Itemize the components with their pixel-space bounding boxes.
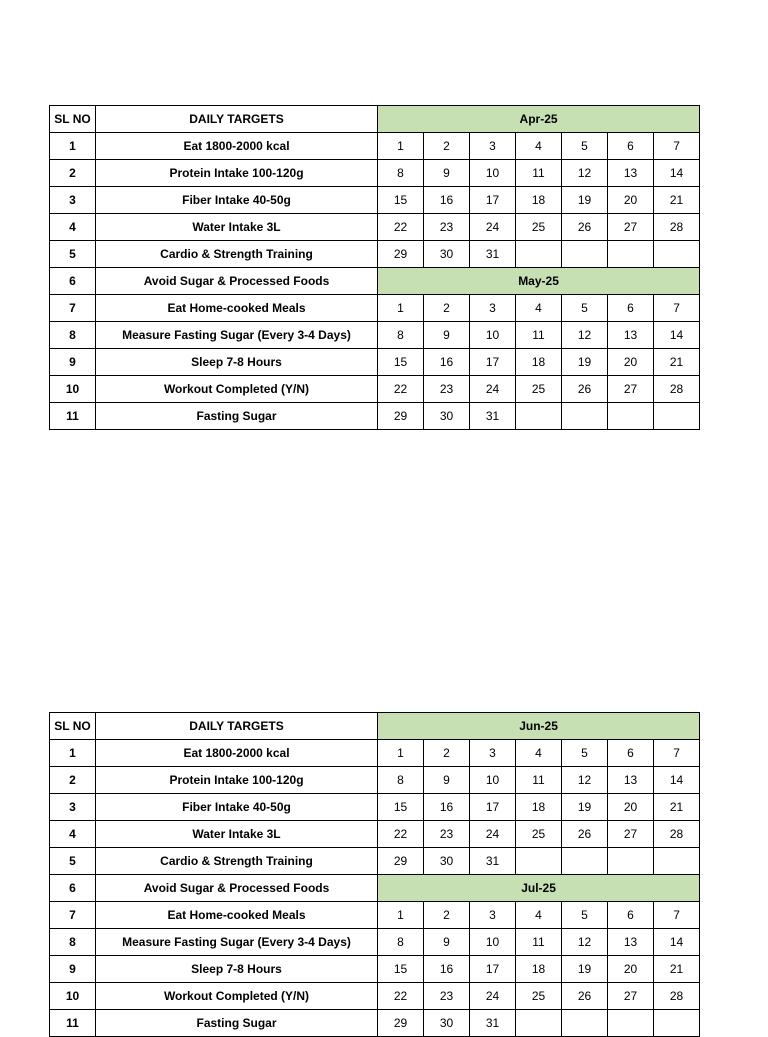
day-cell: 15 bbox=[378, 794, 424, 821]
sl-no-header: SL NO bbox=[50, 106, 96, 133]
day-cell bbox=[608, 403, 654, 430]
day-cell: 27 bbox=[608, 214, 654, 241]
day-cell: 20 bbox=[608, 794, 654, 821]
target-label: Measure Fasting Sugar (Every 3-4 Days) bbox=[96, 322, 378, 349]
day-cell: 29 bbox=[378, 403, 424, 430]
row-number: 4 bbox=[50, 821, 96, 848]
target-label: Sleep 7-8 Hours bbox=[96, 349, 378, 376]
target-label: Water Intake 3L bbox=[96, 214, 378, 241]
table-row bbox=[50, 875, 700, 902]
row-number: 1 bbox=[50, 740, 96, 767]
day-cell: 6 bbox=[608, 133, 654, 160]
day-cell: 30 bbox=[424, 848, 470, 875]
day-cell: 26 bbox=[562, 214, 608, 241]
month-header: Jul-25 bbox=[378, 875, 700, 902]
table-row bbox=[50, 322, 700, 349]
table-row bbox=[50, 1010, 700, 1037]
day-cell: 12 bbox=[562, 767, 608, 794]
day-cell: 5 bbox=[562, 902, 608, 929]
table-row bbox=[50, 349, 700, 376]
row-number: 11 bbox=[50, 1010, 96, 1037]
day-cell: 26 bbox=[562, 376, 608, 403]
day-cell: 19 bbox=[562, 349, 608, 376]
row-number: 6 bbox=[50, 875, 96, 902]
day-cell bbox=[562, 241, 608, 268]
target-label: Cardio & Strength Training bbox=[96, 241, 378, 268]
day-cell: 1 bbox=[378, 740, 424, 767]
day-cell: 12 bbox=[562, 322, 608, 349]
day-cell bbox=[562, 1010, 608, 1037]
day-cell: 21 bbox=[654, 187, 700, 214]
row-number: 1 bbox=[50, 133, 96, 160]
table-row bbox=[50, 268, 700, 295]
day-cell: 19 bbox=[562, 794, 608, 821]
day-cell: 9 bbox=[424, 322, 470, 349]
day-cell: 23 bbox=[424, 821, 470, 848]
day-cell: 8 bbox=[378, 160, 424, 187]
target-label: Eat Home-cooked Meals bbox=[96, 902, 378, 929]
day-cell bbox=[654, 1010, 700, 1037]
day-cell: 27 bbox=[608, 983, 654, 1010]
table-row bbox=[50, 794, 700, 821]
day-cell: 26 bbox=[562, 821, 608, 848]
target-label: Protein Intake 100-120g bbox=[96, 767, 378, 794]
day-cell: 3 bbox=[470, 740, 516, 767]
target-label: Fiber Intake 40-50g bbox=[96, 794, 378, 821]
day-cell: 9 bbox=[424, 767, 470, 794]
day-cell: 11 bbox=[516, 322, 562, 349]
day-cell: 8 bbox=[378, 767, 424, 794]
day-cell: 14 bbox=[654, 322, 700, 349]
day-cell: 13 bbox=[608, 929, 654, 956]
month-header: May-25 bbox=[378, 268, 700, 295]
day-cell: 10 bbox=[470, 767, 516, 794]
target-label: Cardio & Strength Training bbox=[96, 848, 378, 875]
row-number: 6 bbox=[50, 268, 96, 295]
target-label: Workout Completed (Y/N) bbox=[96, 376, 378, 403]
day-cell: 17 bbox=[470, 349, 516, 376]
row-number: 7 bbox=[50, 902, 96, 929]
day-cell: 12 bbox=[562, 160, 608, 187]
target-label: Water Intake 3L bbox=[96, 821, 378, 848]
day-cell: 30 bbox=[424, 241, 470, 268]
day-cell: 22 bbox=[378, 821, 424, 848]
row-number: 9 bbox=[50, 349, 96, 376]
table-row bbox=[50, 848, 700, 875]
day-cell: 15 bbox=[378, 187, 424, 214]
day-cell: 7 bbox=[654, 295, 700, 322]
day-cell: 2 bbox=[424, 902, 470, 929]
day-cell bbox=[608, 848, 654, 875]
day-cell: 10 bbox=[470, 160, 516, 187]
day-cell: 21 bbox=[654, 956, 700, 983]
row-number: 11 bbox=[50, 403, 96, 430]
day-cell: 16 bbox=[424, 956, 470, 983]
day-cell: 10 bbox=[470, 322, 516, 349]
table-row bbox=[50, 767, 700, 794]
target-label: Eat Home-cooked Meals bbox=[96, 295, 378, 322]
day-cell: 27 bbox=[608, 376, 654, 403]
row-number: 2 bbox=[50, 160, 96, 187]
target-label: Eat 1800-2000 kcal bbox=[96, 133, 378, 160]
day-cell: 29 bbox=[378, 848, 424, 875]
table-row bbox=[50, 403, 700, 430]
row-number: 4 bbox=[50, 214, 96, 241]
day-cell: 28 bbox=[654, 983, 700, 1010]
day-cell: 17 bbox=[470, 794, 516, 821]
row-number: 3 bbox=[50, 187, 96, 214]
table-row bbox=[50, 214, 700, 241]
day-cell: 8 bbox=[378, 322, 424, 349]
day-cell: 2 bbox=[424, 740, 470, 767]
day-cell: 5 bbox=[562, 740, 608, 767]
day-cell: 14 bbox=[654, 160, 700, 187]
day-cell: 7 bbox=[654, 133, 700, 160]
day-cell: 12 bbox=[562, 929, 608, 956]
table-row bbox=[50, 160, 700, 187]
day-cell: 1 bbox=[378, 295, 424, 322]
table-row bbox=[50, 187, 700, 214]
row-number: 5 bbox=[50, 848, 96, 875]
day-cell: 19 bbox=[562, 956, 608, 983]
row-number: 8 bbox=[50, 322, 96, 349]
table-row bbox=[50, 740, 700, 767]
day-cell: 29 bbox=[378, 241, 424, 268]
day-cell: 18 bbox=[516, 349, 562, 376]
day-cell: 17 bbox=[470, 956, 516, 983]
day-cell: 6 bbox=[608, 295, 654, 322]
day-cell bbox=[654, 403, 700, 430]
daily-targets-header: DAILY TARGETS bbox=[96, 713, 378, 740]
day-cell: 26 bbox=[562, 983, 608, 1010]
day-cell: 24 bbox=[470, 214, 516, 241]
day-cell: 25 bbox=[516, 376, 562, 403]
table-row bbox=[50, 376, 700, 403]
day-cell: 18 bbox=[516, 794, 562, 821]
day-cell: 30 bbox=[424, 403, 470, 430]
table-row bbox=[50, 929, 700, 956]
day-cell bbox=[516, 848, 562, 875]
day-cell: 9 bbox=[424, 160, 470, 187]
day-cell bbox=[608, 241, 654, 268]
day-cell bbox=[654, 241, 700, 268]
day-cell: 2 bbox=[424, 133, 470, 160]
day-cell: 7 bbox=[654, 902, 700, 929]
day-cell: 23 bbox=[424, 376, 470, 403]
day-cell: 13 bbox=[608, 322, 654, 349]
day-cell: 27 bbox=[608, 821, 654, 848]
day-cell: 28 bbox=[654, 821, 700, 848]
row-number: 8 bbox=[50, 929, 96, 956]
day-cell: 29 bbox=[378, 1010, 424, 1037]
day-cell bbox=[516, 241, 562, 268]
day-cell: 6 bbox=[608, 740, 654, 767]
day-cell: 25 bbox=[516, 983, 562, 1010]
day-cell: 31 bbox=[470, 241, 516, 268]
day-cell: 25 bbox=[516, 214, 562, 241]
day-cell: 4 bbox=[516, 902, 562, 929]
table-row bbox=[50, 956, 700, 983]
row-number: 10 bbox=[50, 983, 96, 1010]
day-cell: 16 bbox=[424, 349, 470, 376]
table-row bbox=[50, 295, 700, 322]
table-row bbox=[50, 133, 700, 160]
day-cell bbox=[562, 848, 608, 875]
target-label: Avoid Sugar & Processed Foods bbox=[96, 268, 378, 295]
day-cell: 4 bbox=[516, 740, 562, 767]
row-number: 7 bbox=[50, 295, 96, 322]
day-cell: 11 bbox=[516, 929, 562, 956]
day-cell: 4 bbox=[516, 295, 562, 322]
day-cell: 24 bbox=[470, 821, 516, 848]
day-cell: 7 bbox=[654, 740, 700, 767]
day-cell: 24 bbox=[470, 376, 516, 403]
day-cell: 30 bbox=[424, 1010, 470, 1037]
day-cell: 1 bbox=[378, 133, 424, 160]
tracker-table-apr-may bbox=[49, 105, 700, 430]
day-cell: 15 bbox=[378, 956, 424, 983]
day-cell bbox=[516, 403, 562, 430]
day-cell: 17 bbox=[470, 187, 516, 214]
day-cell: 3 bbox=[470, 902, 516, 929]
table-row bbox=[50, 902, 700, 929]
header-row bbox=[50, 106, 700, 133]
day-cell: 11 bbox=[516, 160, 562, 187]
row-number: 9 bbox=[50, 956, 96, 983]
day-cell: 20 bbox=[608, 956, 654, 983]
header-row bbox=[50, 713, 700, 740]
target-label: Protein Intake 100-120g bbox=[96, 160, 378, 187]
month-header: Jun-25 bbox=[378, 713, 700, 740]
day-cell: 25 bbox=[516, 821, 562, 848]
day-cell: 31 bbox=[470, 1010, 516, 1037]
target-label: Fasting Sugar bbox=[96, 1010, 378, 1037]
day-cell: 23 bbox=[424, 983, 470, 1010]
target-label: Eat 1800-2000 kcal bbox=[96, 740, 378, 767]
day-cell: 18 bbox=[516, 956, 562, 983]
day-cell: 13 bbox=[608, 160, 654, 187]
day-cell: 21 bbox=[654, 794, 700, 821]
target-label: Fasting Sugar bbox=[96, 403, 378, 430]
day-cell: 31 bbox=[470, 848, 516, 875]
day-cell: 22 bbox=[378, 983, 424, 1010]
day-cell: 3 bbox=[470, 295, 516, 322]
day-cell: 2 bbox=[424, 295, 470, 322]
target-label: Measure Fasting Sugar (Every 3-4 Days) bbox=[96, 929, 378, 956]
day-cell: 4 bbox=[516, 133, 562, 160]
day-cell: 28 bbox=[654, 214, 700, 241]
row-number: 3 bbox=[50, 794, 96, 821]
target-label: Avoid Sugar & Processed Foods bbox=[96, 875, 378, 902]
tracker-table-jun-jul bbox=[49, 712, 700, 1037]
day-cell: 21 bbox=[654, 349, 700, 376]
day-cell: 6 bbox=[608, 902, 654, 929]
day-cell: 20 bbox=[608, 187, 654, 214]
day-cell: 24 bbox=[470, 983, 516, 1010]
day-cell: 5 bbox=[562, 295, 608, 322]
day-cell: 16 bbox=[424, 187, 470, 214]
day-cell: 23 bbox=[424, 214, 470, 241]
row-number: 5 bbox=[50, 241, 96, 268]
day-cell bbox=[654, 848, 700, 875]
day-cell: 9 bbox=[424, 929, 470, 956]
sl-no-header: SL NO bbox=[50, 713, 96, 740]
day-cell bbox=[608, 1010, 654, 1037]
day-cell bbox=[562, 403, 608, 430]
day-cell: 19 bbox=[562, 187, 608, 214]
day-cell: 11 bbox=[516, 767, 562, 794]
row-number: 10 bbox=[50, 376, 96, 403]
day-cell: 5 bbox=[562, 133, 608, 160]
row-number: 2 bbox=[50, 767, 96, 794]
day-cell: 22 bbox=[378, 376, 424, 403]
day-cell: 16 bbox=[424, 794, 470, 821]
target-label: Workout Completed (Y/N) bbox=[96, 983, 378, 1010]
day-cell: 13 bbox=[608, 767, 654, 794]
day-cell: 22 bbox=[378, 214, 424, 241]
day-cell: 15 bbox=[378, 349, 424, 376]
table-row bbox=[50, 241, 700, 268]
day-cell: 1 bbox=[378, 902, 424, 929]
table-row bbox=[50, 821, 700, 848]
table-row bbox=[50, 983, 700, 1010]
day-cell: 10 bbox=[470, 929, 516, 956]
daily-targets-header: DAILY TARGETS bbox=[96, 106, 378, 133]
day-cell: 14 bbox=[654, 767, 700, 794]
target-label: Fiber Intake 40-50g bbox=[96, 187, 378, 214]
day-cell: 14 bbox=[654, 929, 700, 956]
day-cell: 31 bbox=[470, 403, 516, 430]
day-cell: 20 bbox=[608, 349, 654, 376]
day-cell: 3 bbox=[470, 133, 516, 160]
target-label: Sleep 7-8 Hours bbox=[96, 956, 378, 983]
day-cell: 28 bbox=[654, 376, 700, 403]
day-cell: 8 bbox=[378, 929, 424, 956]
month-header: Apr-25 bbox=[378, 106, 700, 133]
day-cell: 18 bbox=[516, 187, 562, 214]
day-cell bbox=[516, 1010, 562, 1037]
